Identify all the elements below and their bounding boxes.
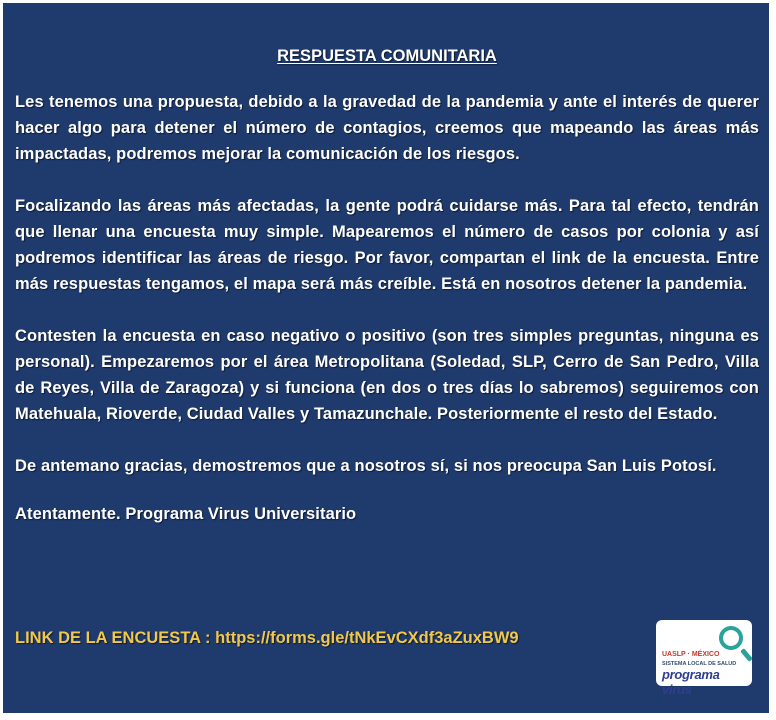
announcement-card bbox=[3, 3, 769, 713]
survey-link[interactable]: LINK DE LA ENCUESTA : https://forms.gle/tNkEvCXdf3aZuxBW9 bbox=[15, 629, 519, 647]
logo-line-programa: programa virus bbox=[662, 667, 720, 697]
logo-line-uaslp: UASLP · MÉXICO bbox=[662, 651, 720, 658]
paragraph-proposal: Les tenemos una propuesta, debido a la gravedad de la pandemia y ante el interés de querer hacer algo para detener el número de contagios, creemos que mapeando las áreas más impactadas, podremos mejorar la comunicación de los riesgos. bbox=[15, 93, 759, 163]
paragraph-coverage-areas: Contesten la encuesta en caso negativo o positivo (son tres simples preguntas, ninguna es personal). Empezaremos por el área Metropolitana (Soledad, SLP, Cerro de San Pedro, Villa de Reyes, Villa de Zaragoza) y si funciona (en dos o tres días lo sabremos) seguiremos con Matehuala, Rioverde, Ciudad Valles y Tamazunchale. Posteriormente el resto del Estado. bbox=[15, 327, 759, 423]
paragraph-thanks: De antemano gracias, demostremos que a nosotros sí, si nos preocupa San Luis Potosí. bbox=[15, 457, 717, 475]
document-title: RESPUESTA COMUNITARIA bbox=[277, 47, 497, 65]
paragraph-signature: Atentamente. Programa Virus Universitario bbox=[15, 505, 357, 523]
logo-line-sistema: SISTEMA LOCAL DE SALUD bbox=[662, 661, 737, 667]
magnifier-icon bbox=[719, 626, 743, 650]
programa-virus-logo bbox=[656, 620, 752, 697]
paragraph-survey-instructions: Focalizando las áreas más afectadas, la gente podrá cuidarse más. Para tal efecto, tendrán que llenar una encuesta muy simple. Mapearemos el número de casos por colonia y así podremos identificar las áreas de riesgo. Por favor, compartan el link de la encuesta. Entre más respuestas tengamos, el mapa será más creíble. Está en nosotros detener la pandemia. bbox=[15, 197, 759, 293]
magnifier-handle bbox=[740, 648, 753, 662]
